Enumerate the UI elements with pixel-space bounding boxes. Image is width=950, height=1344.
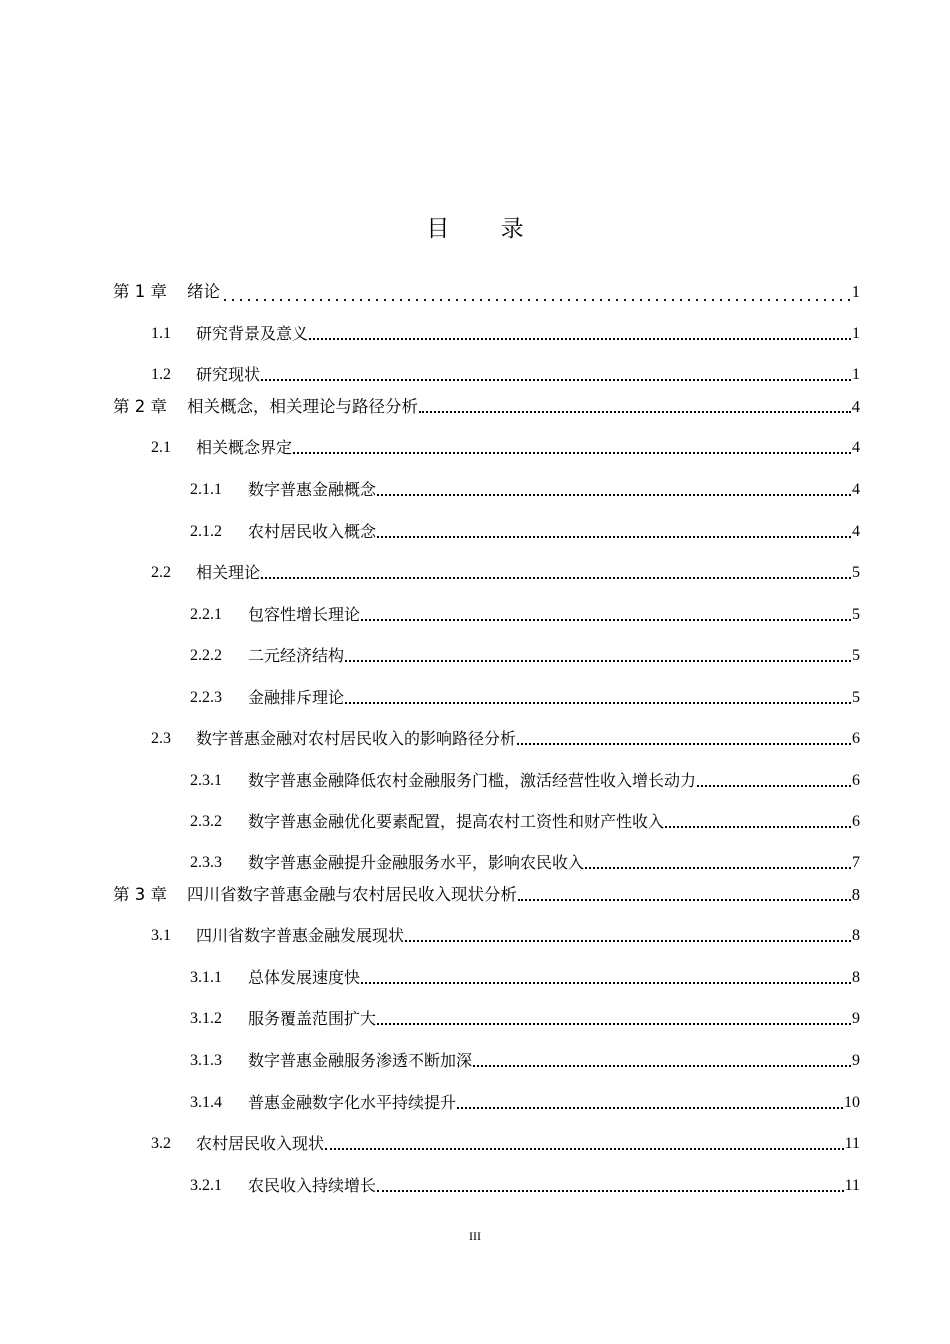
toc-entry-number: 第 1 章: [113, 282, 167, 301]
toc-entry-page: 1: [851, 282, 860, 301]
toc-entry[interactable]: [190, 518, 860, 542]
toc-entry-page: 7: [852, 854, 860, 871]
toc-entry-title: 农村居民收入概念: [248, 522, 377, 541]
toc-entry-number: 3.1.3: [190, 1052, 222, 1069]
toc-entry-number: 3.2: [151, 1135, 171, 1152]
toc-entry-page: 8: [852, 927, 860, 944]
toc-entry[interactable]: [151, 559, 860, 583]
toc-entry[interactable]: [190, 684, 860, 708]
toc-entry-page: 5: [852, 647, 860, 664]
toc-dot-leader: [419, 411, 851, 413]
toc-dot-leader: [377, 494, 851, 496]
toc-entry-title: 普惠金融数字化水平持续提升: [248, 1093, 457, 1112]
toc-entry-title: 农民收入持续增长: [248, 1176, 377, 1195]
toc-entry[interactable]: [151, 922, 860, 946]
page-title: 目 录: [426, 216, 546, 242]
toc-dot-leader: [405, 940, 851, 942]
toc-entry-page: 11: [844, 1177, 860, 1194]
toc-entry[interactable]: [190, 1047, 860, 1071]
toc-entry-title: 数字普惠金融优化要素配置，提高农村工资性和财产性收入: [248, 812, 665, 831]
toc-entry-page: 5: [852, 606, 860, 623]
toc-dot-leader: [377, 1190, 844, 1192]
toc-entry-number: 2.1.2: [190, 523, 222, 540]
toc-dot-leader: [361, 619, 851, 621]
toc-entry[interactable]: [113, 881, 860, 905]
toc-entry-title: 总体发展速度快: [248, 968, 361, 987]
toc-dot-leader: [221, 286, 851, 302]
toc-entry-number: 3.1.1: [190, 969, 222, 986]
toc-entry-number: 2.1: [151, 439, 171, 456]
toc-entry-title: 研究背景及意义: [196, 324, 309, 343]
toc-entry-page: 6: [852, 772, 860, 789]
toc-entry-title: 农村居民收入现状: [196, 1134, 325, 1153]
toc-dot-leader: [261, 577, 851, 579]
toc-entry[interactable]: [190, 849, 860, 873]
toc-entry-title: 研究现状: [196, 365, 261, 384]
toc-entry-page: 6: [852, 730, 860, 747]
toc-entry-title: 服务覆盖范围扩大: [248, 1009, 377, 1028]
toc-entry-title: 金融排斥理论: [248, 688, 345, 707]
toc-entry-title: 数字普惠金融概念: [248, 480, 377, 499]
toc-entry[interactable]: [190, 601, 860, 625]
toc-entry-page: 10: [844, 1094, 860, 1111]
toc-entry-number: 第 3 章: [113, 885, 167, 904]
toc-entry[interactable]: [113, 278, 860, 302]
toc-entry-page: 8: [851, 885, 860, 904]
toc-entry-title: 数字普惠金融降低农村金融服务门槛，激活经营性收入增长动力: [248, 771, 697, 790]
toc-dot-leader: [518, 899, 851, 901]
toc-entry[interactable]: [151, 1130, 860, 1154]
toc-entry-page: 11: [844, 1135, 860, 1152]
toc-entry-number: 1.1: [151, 325, 171, 342]
toc-entry[interactable]: [190, 476, 860, 500]
toc-entry-page: 9: [852, 1010, 860, 1027]
toc-entry-number: 2.2.2: [190, 647, 222, 664]
toc-dot-leader: [377, 1023, 851, 1025]
toc-entry-page: 4: [852, 481, 860, 498]
toc-entry-title: 四川省数字普惠金融与农村居民收入现状分析: [187, 885, 517, 904]
toc-entry[interactable]: [151, 434, 860, 458]
toc-entry[interactable]: [190, 642, 860, 666]
toc-entry-page: 1: [852, 325, 860, 342]
toc-entry-number: 第 2 章: [113, 397, 167, 416]
toc-entry-page: 6: [852, 813, 860, 830]
toc-entry-page: 4: [852, 439, 860, 456]
toc-entry-title: 绪论: [187, 282, 220, 301]
toc-entry-number: 2.2: [151, 564, 171, 581]
toc-dot-leader: [309, 338, 851, 340]
toc-entry-number: 2.2.1: [190, 606, 222, 623]
toc-entry-number: 3.1.2: [190, 1010, 222, 1027]
toc-dot-leader: [345, 660, 851, 662]
toc-entry-page: 1: [852, 366, 860, 383]
toc-entry-number: 3.1.4: [190, 1094, 222, 1111]
toc-entry[interactable]: [151, 361, 860, 385]
toc-entry-title: 二元经济结构: [248, 646, 345, 665]
toc-dot-leader: [345, 702, 851, 704]
toc-dot-leader: [697, 785, 851, 787]
toc-entry-number: 2.2.3: [190, 689, 222, 706]
toc-dot-leader: [261, 379, 851, 381]
toc-entry-number: 2.3.3: [190, 854, 222, 871]
page-number-footer: III: [469, 1229, 481, 1243]
toc-entry[interactable]: [190, 964, 860, 988]
toc-entry-page: 9: [852, 1052, 860, 1069]
toc-entry[interactable]: [190, 1005, 860, 1029]
toc-entry-title: 数字普惠金融对农村居民收入的影响路径分析: [196, 729, 517, 748]
toc-dot-leader: [665, 826, 851, 828]
toc-dot-leader: [585, 867, 851, 869]
toc-entry-title: 相关概念界定: [196, 438, 293, 457]
toc-entry[interactable]: [151, 725, 860, 749]
toc-entry-number: 2.3: [151, 730, 171, 747]
toc-entry-number: 1.2: [151, 366, 171, 383]
toc-entry-title: 四川省数字普惠金融发展现状: [196, 926, 405, 945]
toc-dot-leader: [473, 1065, 851, 1067]
toc-entry-number: 3.2.1: [190, 1177, 222, 1194]
toc-entry-number: 3.1: [151, 927, 171, 944]
toc-dot-leader: [457, 1107, 843, 1109]
toc-entry[interactable]: [151, 320, 860, 344]
toc-entry-page: 4: [851, 397, 860, 416]
toc-entry-page: 5: [852, 564, 860, 581]
toc-entry-title: 数字普惠金融提升金融服务水平，影响农民收入: [248, 853, 585, 872]
toc-entry-page: 8: [852, 969, 860, 986]
toc-entry[interactable]: [190, 1089, 860, 1113]
toc-entry-page: 4: [852, 523, 860, 540]
toc-entry-number: 2.3.2: [190, 813, 222, 830]
toc-dot-leader: [361, 982, 851, 984]
toc-dot-leader: [377, 536, 851, 538]
toc-entry-title: 相关理论: [196, 563, 261, 582]
toc-entry[interactable]: [190, 767, 860, 791]
toc-entry-title: 数字普惠金融服务渗透不断加深: [248, 1051, 473, 1070]
toc-dot-leader: [325, 1148, 844, 1150]
toc-entry-page: 5: [852, 689, 860, 706]
toc-entry-title: 相关概念，相关理论与路径分析: [187, 397, 418, 416]
toc-entry-number: 2.3.1: [190, 772, 222, 789]
toc-entry-number: 2.1.1: [190, 481, 222, 498]
toc-dot-leader: [293, 452, 851, 454]
toc-entry[interactable]: [190, 1172, 860, 1196]
toc-dot-leader: [517, 743, 851, 745]
toc-entry[interactable]: [113, 393, 860, 417]
toc-entry-title: 包容性增长理论: [248, 605, 361, 624]
toc-entry[interactable]: [190, 808, 860, 832]
